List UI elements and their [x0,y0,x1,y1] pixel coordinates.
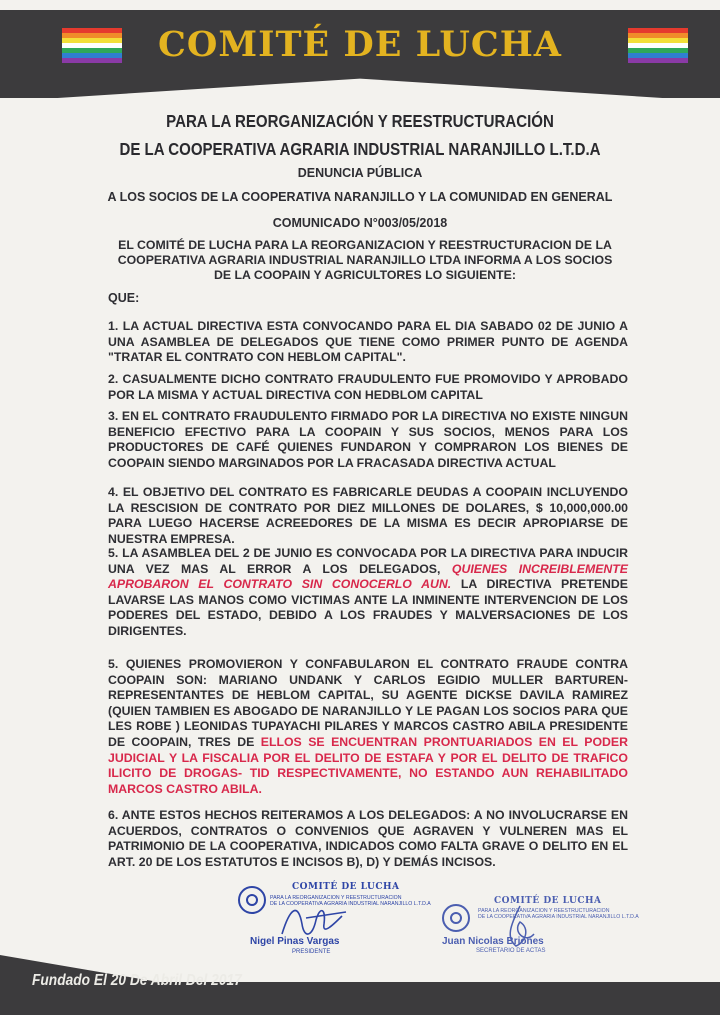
point-6: 6. ANTE ESTOS HECHOS REITERAMOS A LOS DELEGADOS: A NO INVOLUCRARSE EN ACUERDOS, CONTRATOS O CONVENIOS QUE AGRAVEN Y VULNEREN MAS EL PATRIMONIO DE LA COOPERATIVA, INDICADOS COMO FALTA GRAVE O DELITO EN EL ART. 20 DE LOS ESTATUTOS E INCISOS B), D) Y DEMÁS INCISOS. [108,808,628,869]
seal-icon [442,904,470,932]
point-4: 4. EL OBJETIVO DEL CONTRATO ES FABRICARLE DEUDAS A COOPAIN INCLUYENDO LA RESCISION DE CONTRATO POR DIEZ MILLONES DE DOLARES, $ 10,000,000.00 PARA LUEGO HACERSE ACREEDORES DE LA MISMA ES DECIR APROPIARSE DE NUESTRA EMPRESA. [108,485,628,546]
comunicado-number: COMUNICADO N°003/05/2018 [272,216,448,230]
stamp-line-2: DE LA COOPERATIVA AGRARIA INDUSTRIAL NARANJILLO L.T.D.A [478,914,639,920]
que-label: QUE: [108,291,140,305]
point-2: 2. CASUALMENTE DICHO CONTRATO FRAUDULENTO FUE PROMOVIDO Y APROBADO POR LA MISMA Y ACTUAL DIRECTIVA CON HEDBLOM CAPITAL [108,372,628,402]
point-5b-highlight: ELLOS SE ENCUENTRAN PRONTUARIADOS EN EL PODER JUDICIAL Y LA FISCALIA POR EL DELITO DE ESTAFA Y POR EL DELITO DE TRAFICO ILICITO DE DROGAS- TID RESPECTIVAMENTE, NO ESTANDO AUN REHABILITADO MARCOS CASTRO ABILA. [108,734,628,796]
point-5-text-a: 5. LA ASAMBLEA DEL 2 DE JUNIO ES CONVOCADA POR LA DIRECTIVA PARA INDUCIR UNA VEZ MAS AL ERROR A LOS DELEGADOS, [108,546,628,576]
secretary-name: Juan Nicolas Briones [442,936,544,947]
point-5-text-b: LA DIRECTIVA PRETENDE LAVARSE LAS MANOS COMO VICTIMAS ANTE LA INMINENTE INTERVENCION DE LOS PODERES DEL ESTADO, DEBIDO A LOS FRAUDES Y MALVERSACIONES DE LOS DIRIGENTES. [108,577,628,638]
intro-paragraph: EL COMITÉ DE LUCHA PARA LA REORGANIZACION Y REESTRUCTURACION DE LA COOPERATIVA AGRARIA INDUSTRIAL NARANJILLO LTDA INFORMA A LOS SOCIOS DE LA COOPAIN Y AGRICULTORES LO SIGUIENTE: [117,238,613,282]
flag-stripe [62,58,122,63]
stamp-president [236,880,431,960]
rainbow-flag-icon [62,28,122,64]
stamp-heading: COMITÉ DE LUCHA [494,896,602,906]
stamp-line-1: PARA LA REORGANIZACION Y REESTRUCTURACION [478,908,610,914]
president-name: Nigel Pinas Vargas [250,936,340,947]
point-5b-text: 5. QUIENES PROMOVIERON Y CONFABULARON EL CONTRATO FRAUDE CONTRA COOPAIN SON: MARIANO UNDANK Y CARLOS EGIDIO MULLER BARTUREN- REPRESENTANTES DE HEBLOM CAPITAL, SU AGENTE DICKSE DAVILA RAMIREZ (QUIEN TAMBIEN ES ABOGADO DE NARANJILLO Y LE PAGAN LOS SOCIOS PARA QUE LES ROBE ) LEONIDAS TUPAYACHI PILARES Y MARCOS CASTRO ABILA PRESIDENTE DE COOPAIN, TRES DE [108,657,628,749]
addressee-line: A LOS SOCIOS DE LA COOPERATIVA NARANJILLO Y LA COMUNIDAD EN GENERAL [107,190,613,204]
subtitle-line-1: PARA LA REORGANIZACIÓN Y REESTRUCTURACIÓN [166,111,554,131]
point-5 [108,546,628,640]
denuncia-heading: DENUNCIA PÚBLICA [297,166,423,180]
rainbow-flag-icon [628,28,688,64]
stamp-line-1: PARA LA REORGANIZACION Y REESTRUCTURACION [270,895,402,901]
point-5-highlight: QUIENES INCREIBLEMENTE APROBARON EL CONTRATO SIN CONOCERLO AUN. [108,561,629,592]
president-role: PRESIDENTE [292,949,331,955]
point-1: 1. LA ACTUAL DIRECTIVA ESTA CONVOCANDO PARA EL DIA SABADO 02 DE JUNIO A UNA ASAMBLEA DE DELEGADOS QUE TIENE COMO PRIMER PUNTO DE AGENDA "TRATAR EL CONTRATO CON HEBLOM CAPITAL". [108,319,628,365]
secretary-role: SECRETARIO DE ACTAS [476,948,546,954]
footer-founded: Fundado El 20 De Abril Del 2017 [32,972,242,989]
point-3: 3. EN EL CONTRATO FRAUDULENTO FIRMADO POR LA DIRECTIVA NO EXISTE NINGUN BENEFICIO EFECTIVO PARA LA COOPAIN Y SUS SOCIOS, MENOS PARA LOS PRODUCTORES DE CAFÉ QUIENES FUNDARON Y COMPRARON LOS BIENES DE COOPAIN SIENDO MARGINADOS POR LA FRACASADA DIRECTIVA ACTUAL [108,409,628,470]
subtitle-line-2: DE LA COOPERATIVA AGRARIA INDUSTRIAL NARANJILLO L.T.D.A [119,139,601,159]
stamp-heading: COMITÉ DE LUCHA [292,882,400,892]
page-title: COMITÉ DE LUCHA [158,24,562,65]
flag-stripe [628,58,688,63]
stamp-secretary [442,892,639,960]
point-5b [108,657,628,797]
stamp-line-2: DE LA COOPERATIVA AGRARIA INDUSTRIAL NARANJILLO L.T.D.A [270,901,431,907]
seal-icon [238,886,266,914]
